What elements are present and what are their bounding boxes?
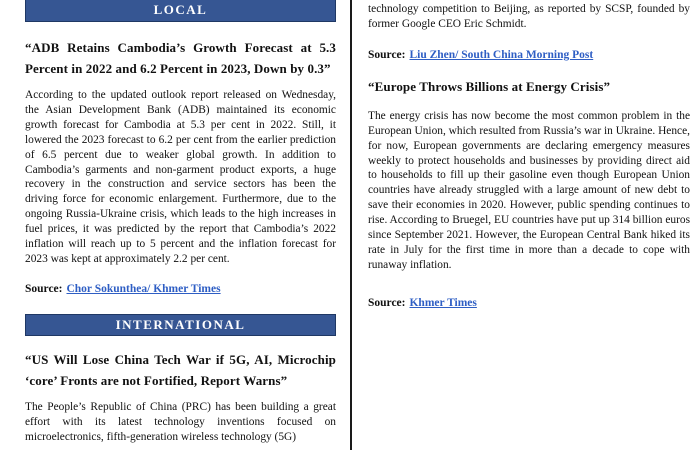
article-headline-europe-energy-crisis: “Europe Throws Billions at Energy Crisis” [368,78,611,94]
source-link-chor-sokunthea-khmer-times[interactable]: Chor Sokunthea/ Khmer Times [66,282,221,295]
column-divider-line [350,0,352,450]
article-body-us-china-tech-war: The People’s Republic of China (PRC) has been building a great effort with its latest technology inventions focused on microelectronics, fifth-generation wireless technology (5G) [25,400,336,443]
source-link-khmer-times[interactable]: Khmer Times [409,296,477,309]
section-header-local: LOCAL [25,0,336,22]
source-line-scmp [368,49,690,61]
article-headline-us-china-tech-war: “US Will Lose China Tech War if 5G, AI, Microchip ‘core’ Fronts are not Fortified, Report Warns” [25,351,336,388]
source-label: Source: [368,296,406,309]
source-line-adb [25,283,336,295]
source-label: Source: [368,48,406,61]
source-label: Source: [25,282,63,295]
article-headline-adb-forecast: “ADB Retains Cambodia’s Growth Forecast at 5.3 Percent in 2022 and 6.2 Percent in 2023, Down by 0.3” [25,40,336,76]
right-column [368,0,690,309]
left-column [25,0,336,445]
article-body-adb-forecast: According to the updated outlook report released on Wednesday, the Asian Development Bank (ADB) maintained its economic growth forecast for Cambodia at 5.3 per cent in 2022. Still, it lowered the 2023 forecast to 6.2 per cent from the earlier prediction of 6.5 percent due to weaker global growth. In addition to Cambodia’s garments and non-garment product exports, a huge recovery in the construction and service sectors has been the driving force for economic enlargement. Furthermore, due to the ongoing Russia-Ukraine crisis, which leads to the high increases in fuel prices, it was predicted by the report that Cambodia’s 2022 inflation will reach up to 5 percent and the inflation forecast for 2023 was kept at approximately 2.2 per cent. [25,89,336,265]
source-link-liu-zhen-scmp[interactable]: Liu Zhen/ South China Morning Post [409,48,594,61]
article-body-europe-energy-crisis: The energy crisis has now become the most common problem in the European Union, which resulted from Russia’s war in Ukraine. Hence, for now, European governments are declaring emergency measures weekly to protect households and businesses by providing direct aid to households to fill up their gasoline even though European Union countries have already struggled with a large amount of new debt to save their economies in 2020. However, public spending continues to rise. According to Bruegel, EU countries have put up 314 billion euros since September 2021. However, the European Central Bank hiked its rate in July for the first time in more than a decade to cope with runaway inflation. [368,109,691,271]
article-body-us-china-continuation: technology competition to Beijing, as reported by SCSP, founded by former Google CEO Eric Schmidt. [368,3,690,30]
source-line-khmer-times [368,297,690,309]
section-header-international: INTERNATIONAL [25,314,336,336]
